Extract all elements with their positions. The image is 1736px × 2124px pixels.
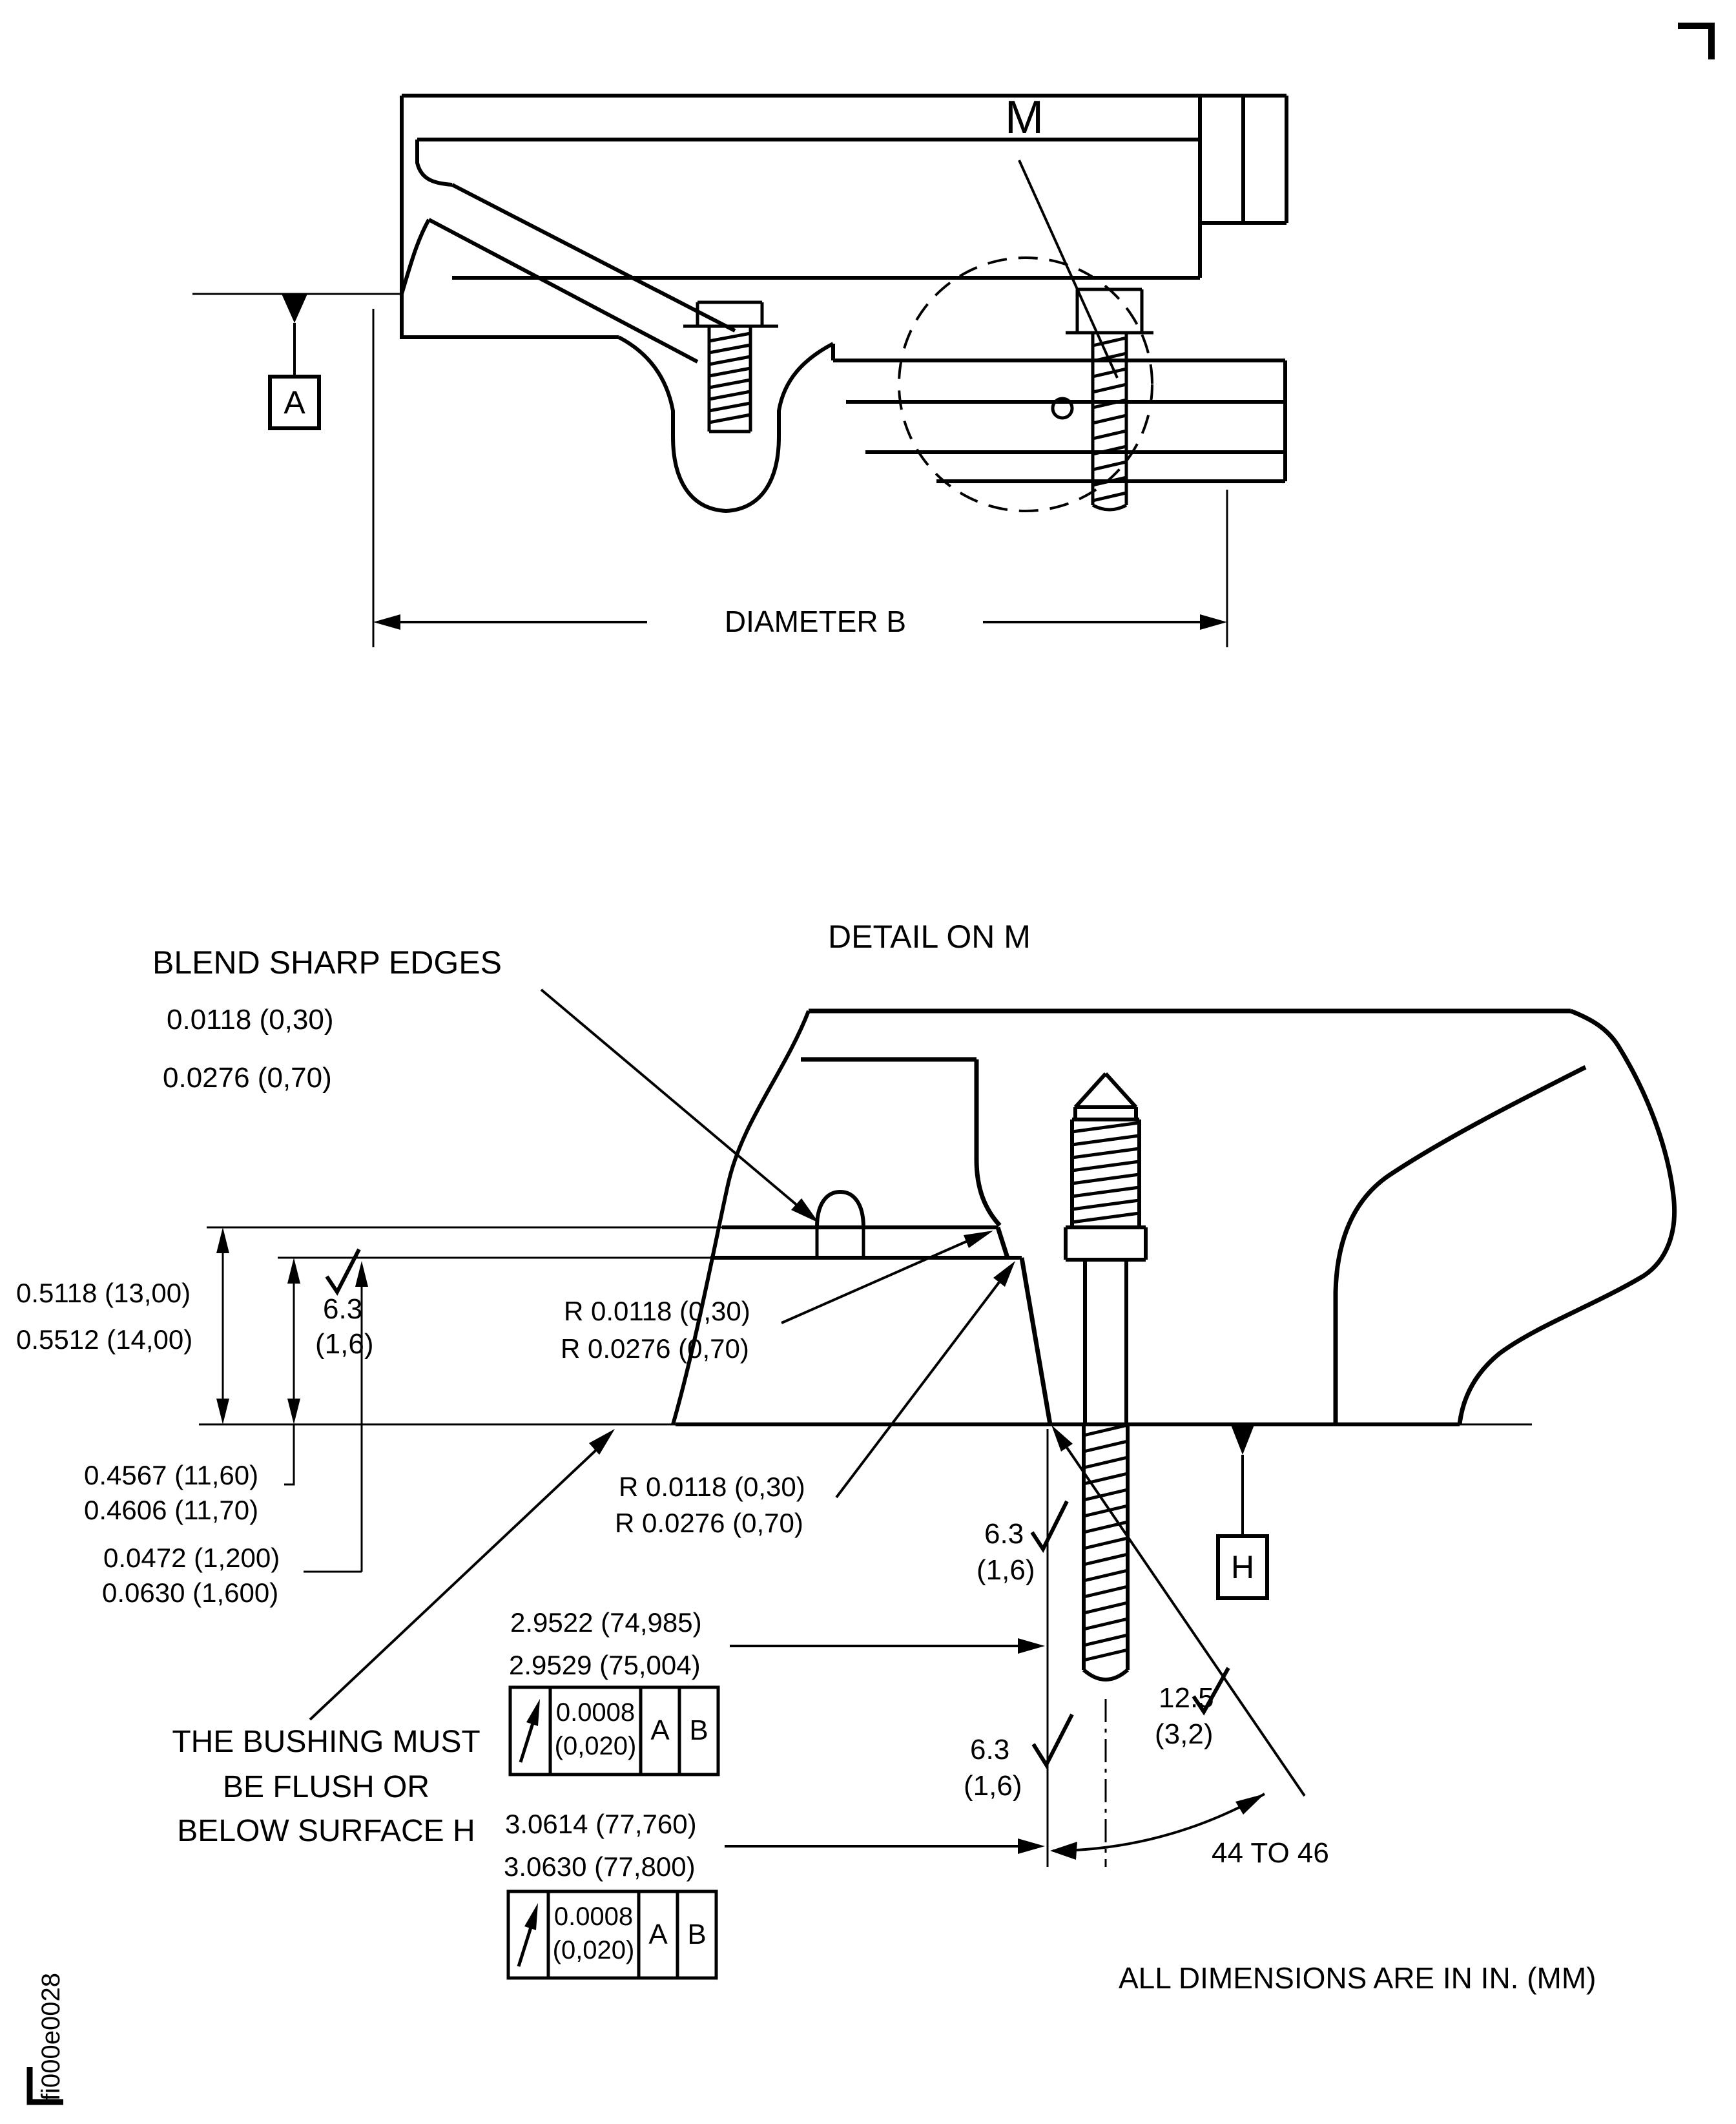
detail-marker-label: M bbox=[1005, 92, 1044, 143]
dim-depth-outer-max: 0.5512 (14,00) bbox=[16, 1324, 193, 1355]
m-leader-line bbox=[1019, 160, 1117, 378]
dim-boss-radius-max: 3.0630 (77,800) bbox=[504, 1851, 696, 1882]
dim-radius-upper-min: R 0.0118 (0,30) bbox=[564, 1296, 750, 1326]
radius-upper-leader bbox=[781, 1231, 993, 1323]
detail-circle-m bbox=[899, 258, 1152, 511]
dim-arrow-left bbox=[373, 614, 400, 630]
fcf-bore-tolerance: 0.0008 bbox=[555, 1698, 636, 1727]
dim-depth-inner bbox=[284, 1258, 300, 1484]
blend-note-title: BLEND SHARP EDGES bbox=[152, 944, 502, 981]
fcf-bore-datum1: A bbox=[650, 1714, 670, 1746]
units-note: ALL DIMENSIONS ARE IN IN. (MM) bbox=[1119, 1961, 1596, 1995]
bushing-dome bbox=[817, 1192, 863, 1258]
top-view-right-stud bbox=[1066, 289, 1153, 510]
boss-left bbox=[976, 1059, 1000, 1225]
dim-bore-radius bbox=[730, 1638, 1045, 1654]
figure-id: fi000e0028 bbox=[37, 1973, 65, 2101]
sf-chamfer-value: 12.5 bbox=[1159, 1682, 1214, 1714]
fcf-boss-tolerance-mm: (0,020) bbox=[552, 1936, 635, 1964]
datum-a-triangle bbox=[282, 294, 307, 323]
sf-chamfer-metric: (3,2) bbox=[1155, 1718, 1214, 1750]
dim-arrow-right bbox=[1200, 614, 1227, 630]
fcf-boss-datum1: A bbox=[648, 1919, 668, 1950]
stud-upper-threads bbox=[1072, 1123, 1139, 1222]
blend-note-max: 0.0276 (0,70) bbox=[163, 1062, 332, 1094]
finish-symbols bbox=[327, 1249, 1228, 1765]
dim-boss-radius-min: 3.0614 (77,760) bbox=[505, 1809, 697, 1839]
finish-symbol-bore bbox=[1032, 1501, 1067, 1549]
datum-h-letter: H bbox=[1230, 1549, 1255, 1585]
dim-bore-radius-max: 2.9529 (75,004) bbox=[509, 1650, 701, 1680]
step-riser bbox=[998, 1227, 1008, 1258]
finish-symbol-face bbox=[1033, 1714, 1072, 1765]
finish-symbol-step bbox=[327, 1249, 359, 1292]
dim-depth-inner-min: 0.4567 (11,60) bbox=[84, 1460, 259, 1490]
sf-bore-metric: (1,6) bbox=[976, 1554, 1035, 1586]
arm-inner bbox=[1336, 1067, 1586, 1424]
blend-leader bbox=[541, 990, 819, 1223]
dim-radius-lower-min: R 0.0118 (0,30) bbox=[619, 1472, 805, 1502]
detail-stud bbox=[1066, 1074, 1146, 1680]
datum-h-label bbox=[1218, 1536, 1267, 1598]
detail-outline bbox=[673, 1011, 1675, 1424]
dim-bore-radius-min: 2.9522 (74,985) bbox=[510, 1607, 702, 1638]
fcf-boss-tolerance: 0.0008 bbox=[553, 1902, 634, 1931]
dim-radius-upper-max: R 0.0276 (0,70) bbox=[561, 1333, 749, 1364]
fcf-boss-datum2: B bbox=[687, 1919, 707, 1950]
radius-lower-leader bbox=[836, 1261, 1015, 1497]
dim-boss-radius bbox=[725, 1838, 1045, 1854]
stud-lower-threads bbox=[1084, 1425, 1128, 1660]
bushing-note-line2: BE FLUSH OR bbox=[222, 1770, 430, 1804]
bushing-note-line1: THE BUSHING MUST bbox=[172, 1725, 480, 1759]
datum-a-letter: A bbox=[284, 384, 305, 421]
fcf-bore-tolerance-mm: (0,020) bbox=[554, 1732, 637, 1760]
dim-depth-outer bbox=[216, 1227, 229, 1424]
sf-bore-value: 6.3 bbox=[984, 1518, 1024, 1550]
sf-face-metric: (1,6) bbox=[964, 1770, 1022, 1802]
dim-step-min: 0.0472 (1,200) bbox=[103, 1543, 280, 1573]
dim-depth-outer-min: 0.5118 (13,00) bbox=[16, 1278, 191, 1308]
dim-thread-angle: 44 TO 46 bbox=[1212, 1837, 1329, 1869]
fcf-bore-datum2: B bbox=[689, 1714, 708, 1746]
diameter-b-label: DIAMETER B bbox=[724, 605, 907, 638]
sf-face-value: 6.3 bbox=[970, 1734, 1010, 1765]
corner-mark-top-right bbox=[1678, 26, 1711, 59]
sf-step-metric: (1,6) bbox=[315, 1328, 374, 1360]
blend-note-min: 0.0118 (0,30) bbox=[167, 1004, 334, 1036]
dim-step-max: 0.0630 (1,600) bbox=[102, 1577, 279, 1608]
bore-wall bbox=[1022, 1258, 1050, 1424]
dim-radius-lower-max: R 0.0276 (0,70) bbox=[615, 1508, 803, 1538]
top-view-left-stud bbox=[683, 302, 778, 432]
bushing-note-line3: BELOW SURFACE H bbox=[177, 1814, 475, 1848]
detail-title: DETAIL ON M bbox=[828, 919, 1031, 955]
sf-step-value: 6.3 bbox=[323, 1293, 363, 1325]
dim-depth-inner-max: 0.4606 (11,70) bbox=[84, 1495, 259, 1525]
datum-h-triangle bbox=[1231, 1425, 1254, 1455]
arm-outer bbox=[1460, 1011, 1675, 1424]
left-stud-threads bbox=[709, 333, 750, 422]
datum-a-label bbox=[270, 377, 319, 428]
top-view-outline bbox=[402, 92, 1286, 511]
